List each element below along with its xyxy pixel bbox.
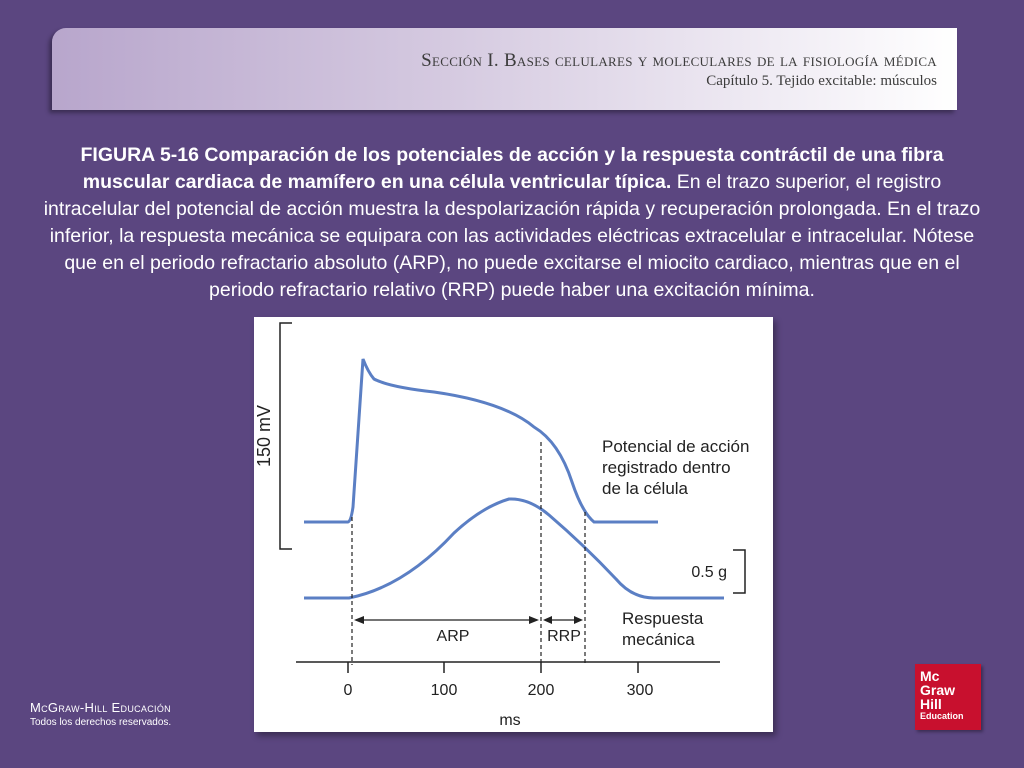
- arp-arrow-left-head: [354, 616, 364, 624]
- mechanical-label-line-2: mecánica: [622, 630, 695, 649]
- arp-arrow-right-head: [529, 616, 539, 624]
- caption-body: En el trazo superior, el registro intracelular del potencial de acción muestra la despolarización rápida y recuperación prolongada. En el trazo inferior, la respuesta mecánica se equipara con las actividades eléctricas extracelular e intracelular. Nótese que en el periodo refractario absoluto (ARP), no puede excitarse el miocito cardiaco, mientras que en el periodo refractario relativo (RRP) puede haber una excitación mínima.: [43, 171, 981, 301]
- arp-label: ARP: [436, 628, 470, 645]
- logo-line-2: Graw: [920, 682, 956, 698]
- tick-label-300: 300: [626, 682, 654, 699]
- logo-line-1: Mc: [920, 668, 940, 684]
- logo-line-4: Education: [920, 711, 964, 721]
- figure-caption: [40, 142, 984, 304]
- mechanical-response-trace: [304, 499, 724, 598]
- mechanical-label: [622, 609, 708, 649]
- potential-label: [602, 437, 754, 498]
- mechanical-label-line-1: Respuesta: [622, 609, 704, 628]
- potential-label-line-3: de la célula: [602, 479, 689, 498]
- x-axis-label: ms: [499, 712, 521, 729]
- footer-rights: Todos los derechos reservados.: [30, 717, 172, 728]
- footer-brand: McGraw-Hill Educación: [30, 700, 171, 715]
- logo-line-3: Hill: [920, 696, 942, 712]
- mcgraw-hill-logo: [915, 664, 981, 730]
- caption-title: FIGURA 5-16 Comparación de los potenciales de acción y la respuesta contráctil de una fibra muscular cardiaca de mamífero en una célula ventricular típica.: [80, 144, 944, 193]
- figure-panel: [254, 317, 773, 732]
- force-scale-label: 0.5 g: [691, 564, 727, 581]
- chapter-title: Capítulo 5. Tejido excitable: músculos: [706, 73, 937, 89]
- rrp-label: RRP: [547, 628, 581, 645]
- action-potential-figure: [254, 317, 773, 732]
- section-title: Sección I. Bases celulares y moleculares de la fisiología médica: [421, 50, 937, 71]
- tick-label-0: 0: [343, 682, 353, 699]
- potential-label-line-1: Potencial de acción: [602, 437, 750, 456]
- force-scale-bracket: [733, 550, 745, 593]
- rrp-arrow-right-head: [574, 616, 583, 624]
- rrp-arrow-left-head: [543, 616, 552, 624]
- tick-label-100: 100: [430, 682, 458, 699]
- header-banner: [52, 28, 957, 110]
- voltage-scale-label: 150 mV: [254, 404, 274, 468]
- voltage-scale-bracket: [280, 323, 292, 549]
- tick-label-200: 200: [527, 682, 555, 699]
- potential-label-line-2: registrado dentro: [602, 458, 731, 477]
